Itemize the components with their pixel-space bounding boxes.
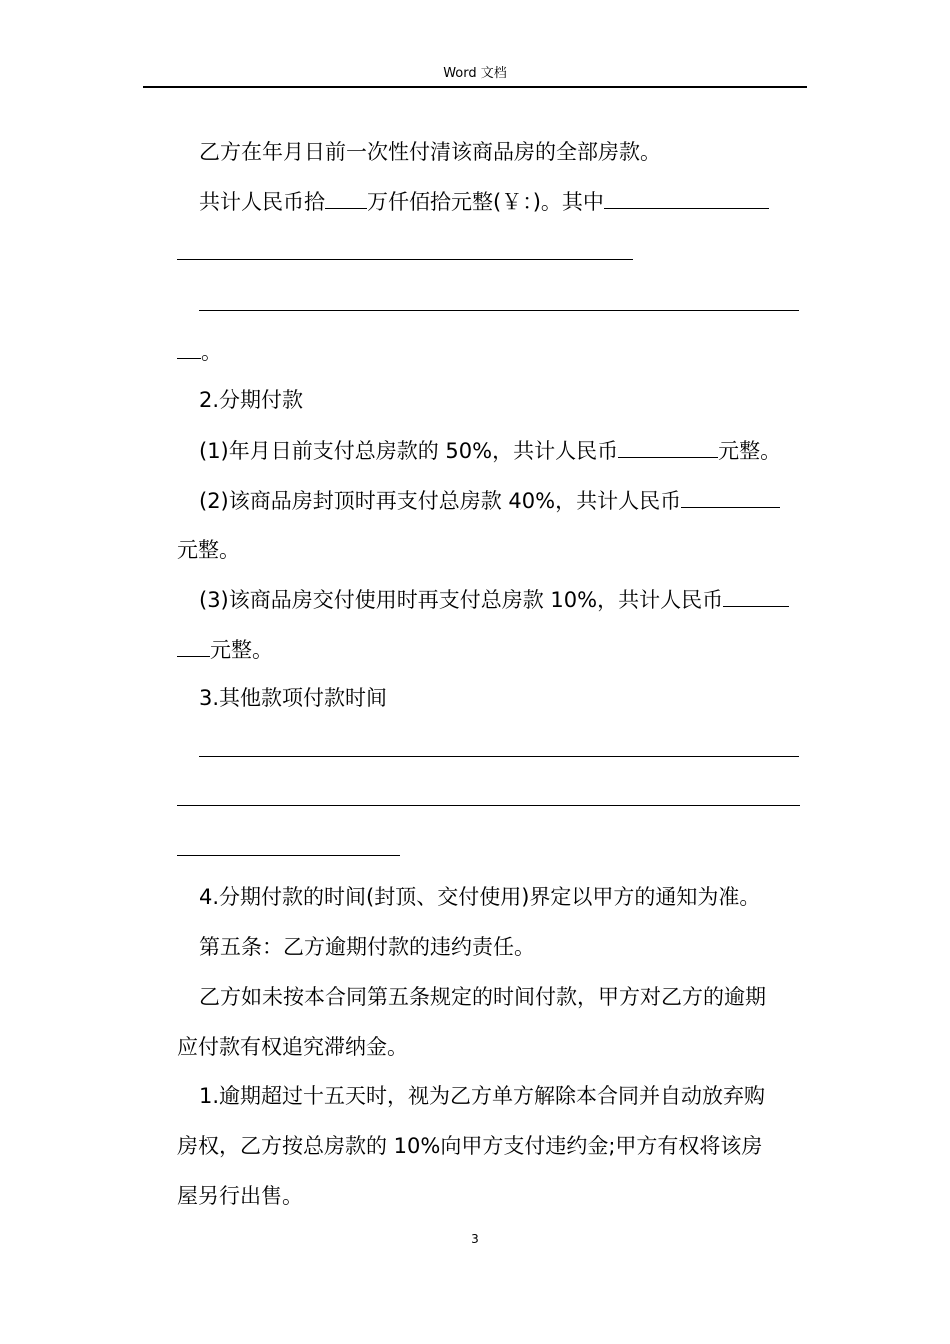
article-five-heading: 第五条：乙方逾期付款的违约责任。 (199, 935, 535, 959)
heading-other-payments: 3.其他款项付款时间 (199, 686, 388, 710)
paragraph-overdue-3: 屋另行出售。 (177, 1184, 303, 1208)
amount-blank (177, 636, 210, 657)
total-amount-label: 共计人民币拾 (199, 190, 325, 214)
installment-1-text: (1)年月日前支付总房款的 50%，共计人民币 (199, 439, 619, 463)
page-number: 3 (471, 1232, 479, 1246)
header-divider (143, 86, 807, 88)
fill-line (177, 855, 400, 856)
fill-line (199, 310, 799, 311)
installment-item-3 (199, 586, 789, 613)
paragraph-late-payment-1: 乙方如未按本合同第五条规定的时间付款，甲方对乙方的逾期 (199, 985, 766, 1009)
paragraph-installment-timing: 4.分期付款的时间(封顶、交付使用)界定以甲方的通知为准。 (199, 885, 761, 909)
installment-3-suffix: 元整。 (210, 638, 273, 662)
amount-blank (723, 586, 789, 607)
paragraph-late-payment-2: 应付款有权追究滞纳金。 (177, 1035, 408, 1059)
installment-2-text: (2)该商品房封顶时再支付总房款 40%，共计人民币 (199, 489, 682, 513)
paragraph-full-payment: 乙方在年月日前一次性付清该商品房的全部房款。 (199, 140, 661, 164)
amount-blank (618, 437, 718, 458)
page-header: Word 文档 (443, 66, 507, 81)
paragraph-fill-end (177, 338, 222, 365)
detail-blank (604, 188, 769, 209)
fill-end-mark: 。 (201, 340, 222, 364)
fill-line (177, 805, 800, 806)
fill-line (177, 259, 633, 260)
amount-blank (681, 487, 780, 508)
paragraph-overdue-2: 房权，乙方按总房款的 10%向甲方支付违约金;甲方有权将该房 (177, 1134, 763, 1158)
fill-line (199, 756, 799, 757)
heading-installment: 2.分期付款 (199, 388, 304, 412)
amount-blank (325, 188, 367, 209)
installment-1-suffix: 元整。 (718, 439, 782, 463)
installment-2-suffix: 元整。 (177, 538, 240, 562)
installment-3-continuation (177, 636, 273, 663)
paragraph-overdue-1: 1.逾期超过十五天时，视为乙方单方解除本合同并自动放弃购 (199, 1084, 766, 1108)
paragraph-total-amount (199, 188, 769, 215)
installment-item-2 (199, 487, 780, 514)
fill-blank (177, 338, 201, 359)
installment-3-text: (3)该商品房交付使用时再支付总房款 10%，共计人民币 (199, 588, 724, 612)
total-amount-units: 万仟佰拾元整(￥：)。其中 (367, 190, 604, 214)
installment-item-1 (199, 437, 781, 464)
